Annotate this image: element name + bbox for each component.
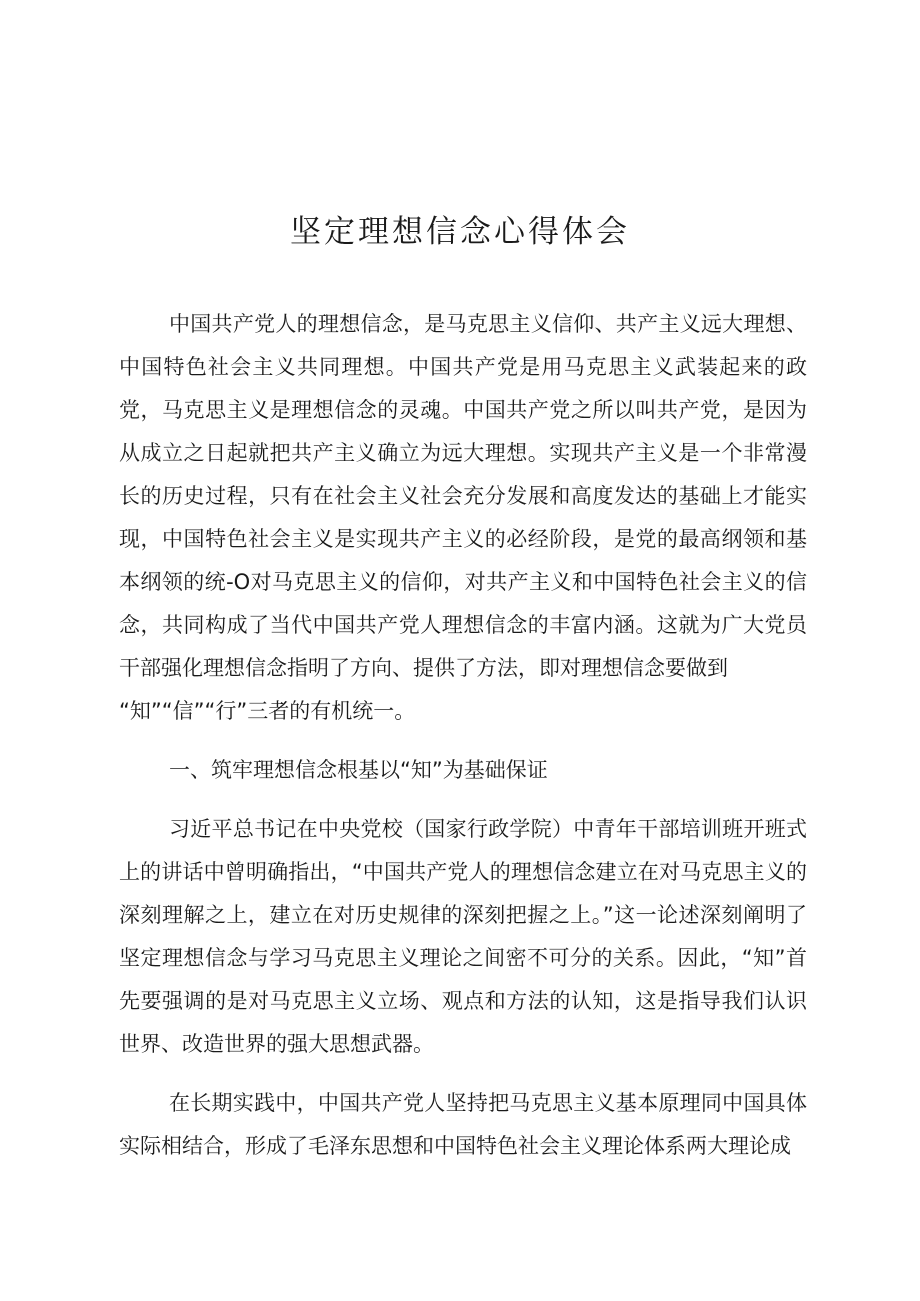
paragraph-section-1: 习近平总书记在中央党校（国家行政学院）中青年干部培训班开班式上的讲话中曾明确指出，“中国共产党人的理想信念建立在对马克思主义的深刻理解之上，建立在对历史规律的深刻把握之上。”这一论述深刻阐明了坚定理想信念与学习马克思主义理论之间密不可分的关系。因此，“知”首先要强调的是对马克思主义立场、观点和方法的认知，这是指导我们认识世界、改造世界的强大思想武器。 <box>119 817 807 1056</box>
document-title: 坚定理想信念心得体会 <box>290 214 630 250</box>
paragraph-intro-end: “知”“信”“行”三者的有机统一。 <box>119 699 416 723</box>
section-heading-1: 一、筑牢理想信念根基以“知”为基础保证 <box>169 758 548 782</box>
paragraph-intro: 中国共产党人的理想信念，是马克思主义信仰、共产主义远大理想、中国特色社会主义共同理想。中国共产党是用马克思主义武装起来的政党，马克思主义是理想信念的灵魂。中国共产党之所以叫共产党，是因为从成立之日起就把共产主义确立为远大理想。实现共产主义是一个非常漫长的历史过程，只有在社会主义社会充分发展和高度发达的基础上才能实现，中国特色社会主义是实现共产主义的必经阶段，是党的最高纲领和基本纲领的统-O对马克思主义的信仰，对共产主义和中国特色社会主义的信念，共同构成了当代中国共产党人理想信念的丰富内涵。这就为广大党员干部强化理想信念指明了方向、提供了方法，即对理想信念要做到 <box>119 312 807 680</box>
paragraph-practice: 在长期实践中，中国共产党人坚持把马克思主义基本原理同中国具体实际相结合，形成了毛泽东思想和中国特色社会主义理论体系两大理论成 <box>119 1091 807 1158</box>
document-body <box>119 303 807 1168</box>
